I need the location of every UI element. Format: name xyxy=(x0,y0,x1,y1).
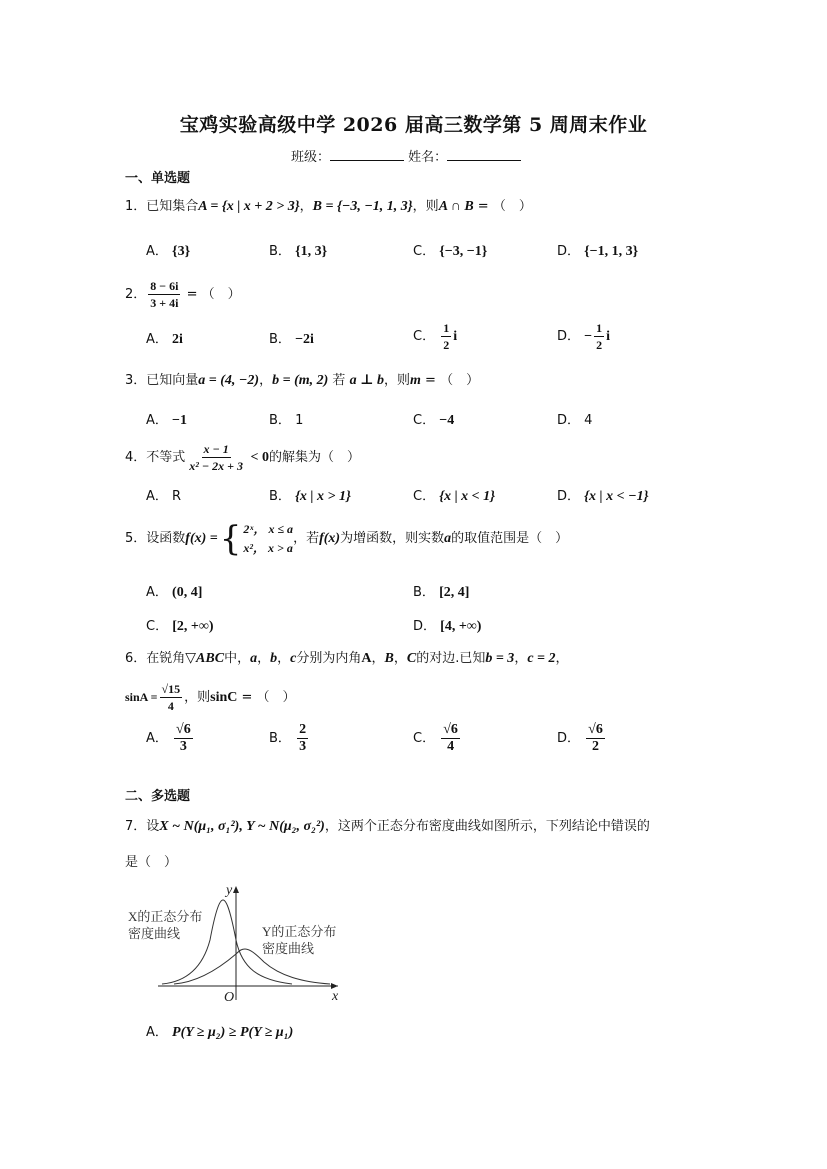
y-axis-arrow xyxy=(233,886,239,893)
section-multi-choice: 二、多选题 xyxy=(125,789,191,804)
q6-c-value: c = 2 xyxy=(527,651,556,666)
question-6-line2 xyxy=(125,681,296,714)
y-axis-label: y xyxy=(226,883,233,898)
q5-a: a xyxy=(444,531,452,546)
q6-b: b xyxy=(270,651,278,666)
q6-sina: sinA = xyxy=(125,690,158,704)
q3-stem: 3．已知向量 xyxy=(125,373,199,388)
q6-sina-fraction: $\frac{√15}{4}$ xyxy=(161,682,181,713)
x-curve-label-line2: 密度曲线 xyxy=(128,926,181,941)
question-4 xyxy=(125,441,360,474)
q1-set-b: B = {−3, −1, 1, 3} xyxy=(312,199,413,214)
question-6 xyxy=(125,650,569,668)
origin-label: O xyxy=(224,990,235,1005)
q6-sinc: sinC xyxy=(210,690,238,705)
q6-c3: ， xyxy=(371,651,385,666)
q7-distributions: X ~ N(μ₁, σ₁²), Y ~ N(μ₂, σ₂²) xyxy=(159,819,325,834)
q4-stem: 4．不等式 xyxy=(125,450,186,465)
x-axis-label: x xyxy=(332,989,339,1004)
q7-text: ，这两个正态分布密度曲线如图所示，下列结论中错误的 xyxy=(324,819,650,834)
q1-stem: 1．已知集合 xyxy=(125,199,199,214)
q4-fraction: $\frac{x - 1}{\text{x² − 2x + 3}}$ xyxy=(189,442,243,473)
q6-option-d[interactable]: D． $\frac{√6}{2}$ xyxy=(557,722,603,754)
q4-option-b[interactable]: B． {x | x > 1} xyxy=(269,489,351,504)
q1-expr: A ∩ B xyxy=(438,199,474,214)
q3-vector-a: a = (4, −2) xyxy=(198,373,260,388)
q5-option-a[interactable]: A． (0, 4] xyxy=(146,585,203,600)
question-7 xyxy=(125,818,650,836)
q1-set-a: A = {x | x + 2 > 3} xyxy=(198,199,300,214)
page-title: 宝鸡实验高级中学 2026 届高三数学第 5 周周末作业 xyxy=(179,114,648,136)
q3-option-a[interactable]: A． −1 xyxy=(146,413,188,428)
q6-option-a[interactable]: A． $\frac{√6}{3}$ xyxy=(146,722,191,754)
question-2 xyxy=(125,278,241,311)
q5-fx: f(x) xyxy=(319,531,341,546)
q6-eq: = （ ） xyxy=(237,690,296,705)
q1-option-c[interactable]: C． {−3, −1} xyxy=(413,244,488,259)
q2-stem: 2． xyxy=(125,287,147,302)
q6-option-b[interactable]: B． $\frac{2}{3}$ xyxy=(269,722,307,754)
q6-ask: ，则 xyxy=(184,690,211,705)
q6-t2: 分别为内角 xyxy=(296,651,362,666)
x-curve-label-line1: X的正态分布 xyxy=(128,909,203,924)
q2-option-a[interactable]: A． 2i xyxy=(146,332,183,347)
q6-c1: ， xyxy=(257,651,271,666)
q5-option-b[interactable]: B． [2, 4] xyxy=(413,585,470,600)
class-name-line xyxy=(291,146,521,165)
y-curve-label-line1: Y的正态分布 xyxy=(262,924,337,939)
q2-option-d[interactable]: D． − $\frac{1}{2}$ i xyxy=(557,321,611,352)
q7-option-a[interactable]: A． P(Y ≥ μ₂) ≥ P(Y ≥ μ₁) xyxy=(146,1025,294,1040)
q6-stem: 6．在锐角 xyxy=(125,651,186,666)
q4-lt: < 0 xyxy=(247,450,269,465)
q4-option-d[interactable]: D． {x | x < −1} xyxy=(557,489,649,504)
q5-mid2: 为增函数，则实数 xyxy=(340,531,445,546)
q6-c4: ， xyxy=(393,651,407,666)
q2-option-c[interactable]: C． $\frac{1}{2}$ i xyxy=(413,321,458,352)
q6-b-value: b = 3 xyxy=(485,651,515,666)
class-label: 班级： xyxy=(291,150,331,165)
q6-t3: 的对边.已知 xyxy=(416,651,486,666)
q3-perp: a ⊥ b xyxy=(349,373,385,388)
q3-vector-b: b = (m, 2) xyxy=(272,373,329,388)
normal-distribution-figure xyxy=(122,880,352,1005)
q4-option-a[interactable]: A． R xyxy=(146,489,182,504)
q5-cases: 2ˣ， x ≤ a x²， x > a xyxy=(243,522,294,555)
q3-option-d[interactable]: D． 4 xyxy=(557,413,593,428)
name-label: 姓名： xyxy=(408,150,448,165)
q1-option-b[interactable]: B． {1, 3} xyxy=(269,244,328,259)
question-3 xyxy=(125,372,479,390)
q2-option-b[interactable]: B． −2i xyxy=(269,332,314,347)
q6-t1: 中， xyxy=(224,651,251,666)
q3-option-b[interactable]: B． 1 xyxy=(269,413,304,428)
q5-mid1: ，若 xyxy=(293,531,320,546)
q6-c2: ， xyxy=(277,651,291,666)
question-7-line2: 是（ ） xyxy=(125,855,178,870)
q5-option-c[interactable]: C． [2, +∞) xyxy=(146,619,214,634)
q6-option-c[interactable]: C． $\frac{√6}{4}$ xyxy=(413,722,458,754)
q7-stem: 7．设 xyxy=(125,819,160,834)
q6-angle-b: B xyxy=(384,651,394,666)
q3-m: m xyxy=(410,373,421,388)
q2-fraction: $\frac{8 - 6i}{3 + 4i}$ xyxy=(150,279,179,310)
q1-option-d[interactable]: D． {−1, 1, 3} xyxy=(557,244,639,259)
q2-eq: = （ ） xyxy=(182,287,241,302)
q5-stem: 5．设函数 xyxy=(125,531,186,546)
q5-tail: 的取值范围是（ ） xyxy=(451,531,569,546)
question-5 xyxy=(125,520,568,558)
q5-brace: { xyxy=(219,519,242,559)
q1-ask: ，则 xyxy=(412,199,439,214)
q4-tail: 的解集为（ ） xyxy=(268,450,360,465)
q3-ask: ，则 xyxy=(384,373,411,388)
q1-eq: = （ ） xyxy=(473,199,532,214)
q6-triangle: ▽ABC xyxy=(185,651,225,666)
q3-mid: 若 xyxy=(328,373,350,388)
name-blank[interactable] xyxy=(447,148,521,161)
question-1 xyxy=(125,198,532,216)
q1-sep: ， xyxy=(299,199,313,214)
y-curve-label-line2: 密度曲线 xyxy=(262,941,315,956)
q3-option-c[interactable]: C． −4 xyxy=(413,413,455,428)
q4-option-c[interactable]: C． {x | x < 1} xyxy=(413,489,496,504)
class-blank[interactable] xyxy=(330,148,404,161)
section-single-choice: 一、单选题 xyxy=(125,171,191,186)
q3-sep: ， xyxy=(259,373,273,388)
q6-a: a xyxy=(250,651,258,666)
q6-angle-c: C xyxy=(406,651,417,666)
q6-c: c xyxy=(290,651,297,666)
q6-c5: ， xyxy=(514,651,528,666)
q5-function: f(x) = xyxy=(185,531,218,546)
q5-option-d[interactable]: D． [4, +∞) xyxy=(413,619,482,634)
q6-angle-a: A xyxy=(361,651,372,666)
q3-eq: = （ ） xyxy=(420,373,480,388)
q1-option-a[interactable]: A． {3} xyxy=(146,244,191,259)
q6-c6: ， xyxy=(555,651,569,666)
